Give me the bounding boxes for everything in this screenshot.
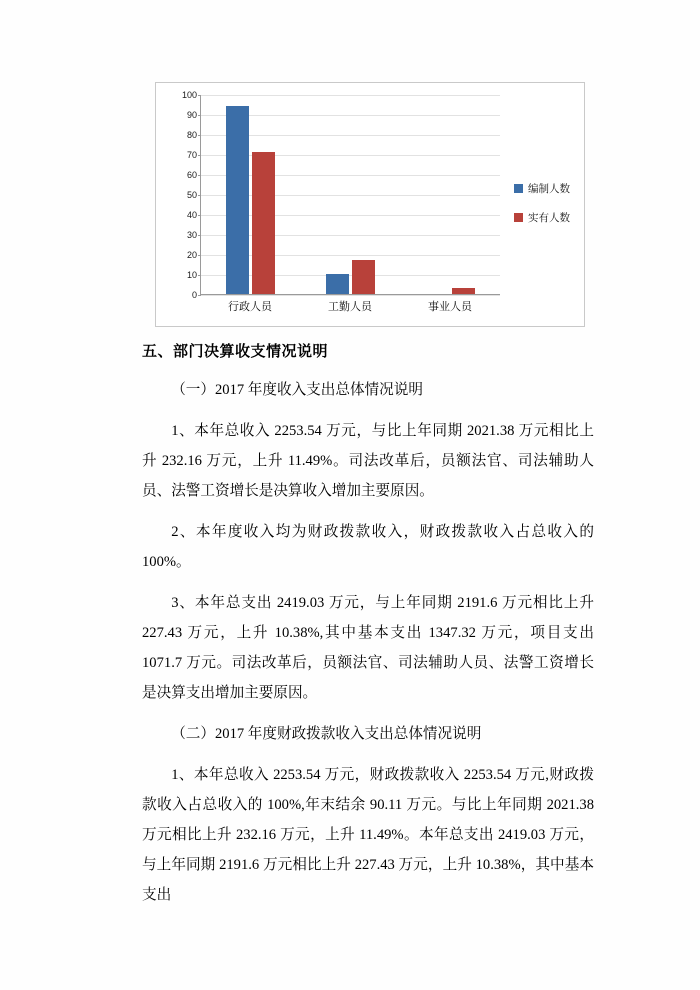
document-body bbox=[142, 340, 594, 921]
legend-label: 实有人数 bbox=[528, 212, 570, 224]
bar-group bbox=[426, 95, 475, 294]
y-axis-tick-label: 50 bbox=[186, 190, 197, 200]
paragraph: 2、本年度收入均为财政拨款收入，财政拨款收入占总收入的 100%。 bbox=[142, 524, 594, 570]
paragraph: 1、本年总收入 2253.54 万元，与比上年同期 2021.38 万元相比上升 232.16 万元，上升 11.49%。司法改革后，员额法官、司法辅助人员、法警工资增长是决算收入增加主要原因。 bbox=[142, 423, 594, 499]
y-axis-tick-label: 0 bbox=[191, 290, 197, 300]
bar-chart bbox=[155, 82, 585, 327]
y-axis-tick-label: 70 bbox=[186, 150, 197, 160]
bar bbox=[352, 260, 375, 294]
gridline bbox=[201, 295, 500, 296]
y-axis-tick-label: 30 bbox=[186, 230, 197, 240]
y-axis-tick-label: 80 bbox=[186, 130, 197, 140]
axis-tick bbox=[198, 295, 201, 296]
legend-label: 编制人数 bbox=[528, 183, 570, 195]
bar bbox=[452, 288, 475, 294]
page-title: 五、部门决算收支情况说明 bbox=[142, 343, 329, 360]
paragraph: 1、本年总收入 2253.54 万元，财政拨款收入 2253.54 万元,财政拨款收入占总收入的 100%,年末结余 90.11 万元。与比上年同期 2021.38 万元相比上升 232.16 万元，上升 11.49%。本年总支出 2419.03 万元，与上年同期 2191.6 万元相比上升 227.43 万元，上升 10.38%，其中基本支出 bbox=[142, 767, 594, 903]
paragraph: （二）2017 年度财政拨款收入支出总体情况说明 bbox=[171, 726, 482, 742]
legend-item bbox=[514, 181, 570, 196]
chart-category-labels bbox=[200, 298, 500, 314]
legend-item bbox=[514, 210, 570, 225]
bar bbox=[252, 152, 275, 294]
bar-group bbox=[226, 95, 275, 294]
x-axis-tick-label: 行政人员 bbox=[228, 301, 272, 313]
paragraph: 3、本年总支出 2419.03 万元，与上年同期 2191.6 万元相比上升 227.43 万元，上升 10.38%,其中基本支出 1347.32 万元，项目支出 1071.7 万元。司法改革后，员额法官、司法辅助人员、法警工资增长是决算支出增加主要原因。 bbox=[142, 595, 594, 701]
bar bbox=[326, 274, 349, 294]
bar-group bbox=[326, 95, 375, 294]
x-axis-tick-label: 工勤人员 bbox=[328, 301, 372, 313]
legend-swatch bbox=[514, 213, 523, 222]
paragraph: （一）2017 年度收入支出总体情况说明 bbox=[171, 382, 423, 398]
bar bbox=[226, 106, 249, 294]
y-axis-tick-label: 40 bbox=[186, 210, 197, 220]
chart-plot-area bbox=[181, 90, 500, 300]
y-axis-tick-label: 20 bbox=[186, 250, 197, 260]
y-axis-tick-label: 10 bbox=[186, 270, 197, 280]
y-axis-tick-label: 60 bbox=[186, 170, 197, 180]
x-axis-tick-label: 事业人员 bbox=[428, 301, 472, 313]
legend-swatch bbox=[514, 184, 523, 193]
y-axis-tick-label: 90 bbox=[186, 110, 197, 120]
chart-bars bbox=[201, 95, 500, 294]
chart-legend bbox=[514, 181, 570, 239]
y-axis-tick-label: 100 bbox=[181, 90, 197, 100]
